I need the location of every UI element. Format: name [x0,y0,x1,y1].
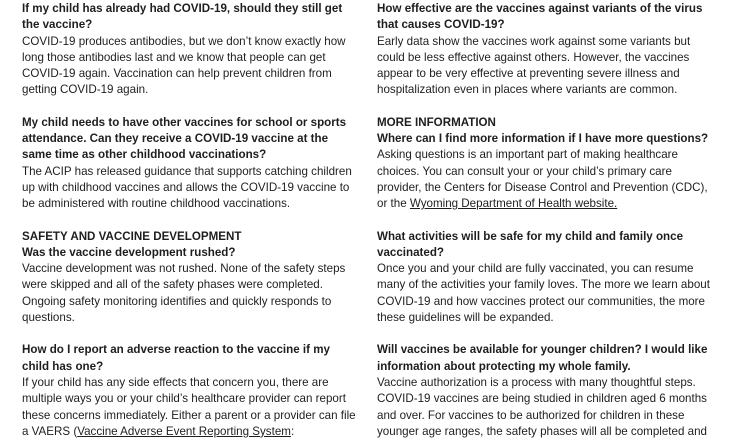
faq-younger-children [377,342,715,440]
answer-adverse-reaction-tail: : [290,424,295,438]
answer-adverse-reaction [22,375,360,440]
faq-prior-infection [22,1,360,99]
right-column [377,1,715,440]
question-other-vaccines: My child needs to have other vaccines for school or sports attendance. Can they receive a COVID-19 vaccine at the same time as other childhood vaccinations? [22,115,347,162]
vaers-link[interactable]: Vaccine Adverse Event Reporting System [77,424,291,438]
faq-activities [377,229,715,327]
question-variants: How effective are the vaccines against variants of the virus that causes COVID-19? [377,2,703,32]
section-heading-safety: SAFETY AND VACCINE DEVELOPMENT [22,229,242,243]
answer-variants: Early data show the vaccines work against some variants but could be less effective against others. However, the vaccines appear to be very effective at preventing severe illness and hospitalization even in places where variants are common. [377,34,691,97]
section-heading-more-info: MORE INFORMATION [377,115,496,129]
question-activities: What activities will be safe for my child and family once vaccinated? [377,229,684,259]
faq-adverse-reaction [22,342,360,440]
question-more-info: Where can I find more information if I have more questions? [377,132,709,146]
question-younger-children: Will vaccines be available for younger children? I would like information about protecting my whole family. [377,343,708,373]
question-prior-infection: If my child has already had COVID-19, should they still get the vaccine? [22,2,343,32]
answer-other-vaccines: The ACIP has released guidance that supports catching children up with childhood vaccines and allows the COVID-19 vaccine to be administered with routine childhood vaccinations. [22,164,352,211]
question-rushed: Was the vaccine development rushed? [22,245,236,259]
wyoming-health-link[interactable]: Wyoming Department of Health website. [409,197,618,211]
answer-more-info [377,147,715,212]
answer-rushed: Vaccine development was not rushed. None of the safety steps were skipped and all of the safety phases were completed. Ongoing safety monitoring identifies and quickly responds to questions. [22,262,346,325]
faq-other-vaccines [22,115,360,213]
answer-more-info-text: Asking questions is an important part of making healthcare choices. You can consult your or your child’s primary care provider, the Centers for Disease Control and Prevention (CDC), or the [377,148,708,211]
section-more-info [377,115,715,213]
answer-prior-infection: COVID-19 produces antibodies, but we don’t know exactly how long those antibodies last and we know that people can get COVID-19 again. Vaccination can help prevent children from getting COVID-19 again. [22,34,346,97]
faq-variants [377,1,715,99]
section-safety [22,229,360,327]
answer-activities: Once you and your child are fully vaccinated, you can resume many of the activities your family loves. The more we learn about COVID-19 and how vaccines protect our communities, the more these guidelines will be expanded. [377,262,710,325]
question-adverse-reaction: How do I report an adverse reaction to the vaccine if my child has one? [22,343,330,373]
left-column [22,1,360,440]
answer-adverse-reaction-text: If your child has any side effects that concern you, there are multiple ways you or your child’s healthcare provider can report these concerns immediately. Either a parent or a provider can file a VAERS ( [22,375,356,438]
answer-younger-children: Vaccine authorization is a process with many thoughtful steps. COVID-19 vaccines are being studied in children aged 6 months and over. For vaccines to be authorized for children in these younger age ranges, the safety phases will all be completed and [377,375,707,438]
